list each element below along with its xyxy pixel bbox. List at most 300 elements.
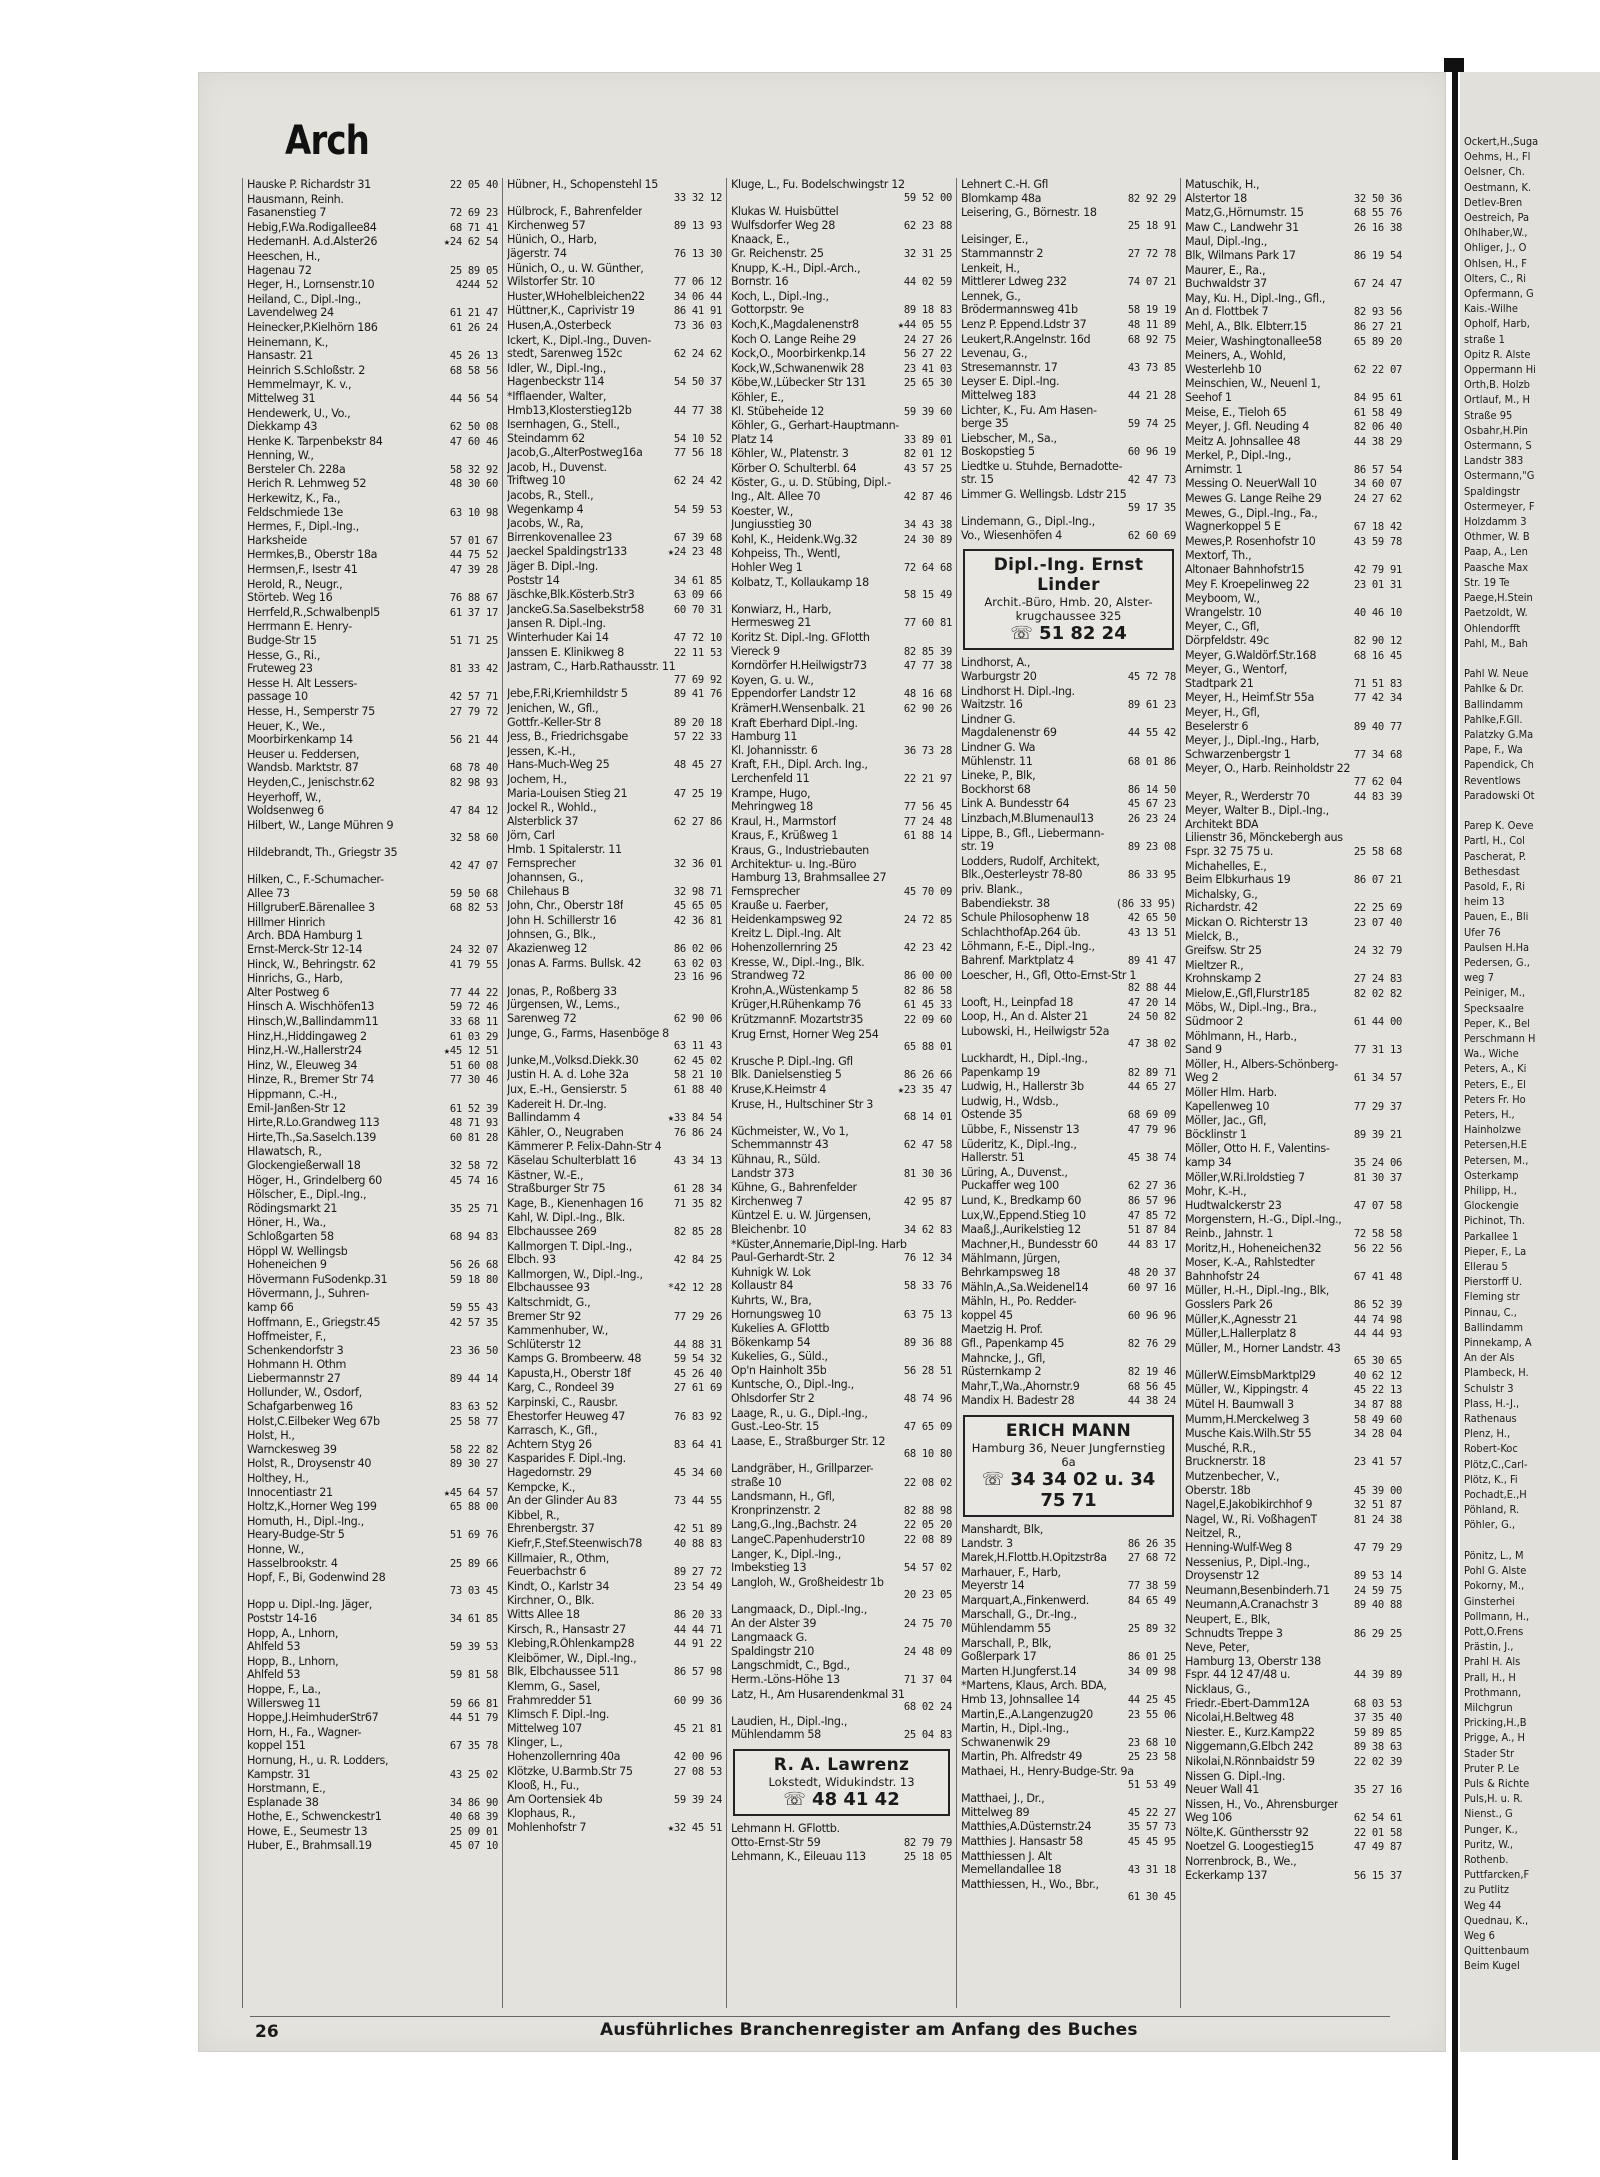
directory-entry: [961, 855, 1180, 869]
directory-entry: [731, 1617, 956, 1632]
directory-entry: [247, 1358, 502, 1372]
directory-entry: [247, 477, 502, 492]
entry-name: Hermkes,B., Oberstr 18a: [247, 548, 378, 562]
entry-name: Kirchenweg 7: [731, 1194, 803, 1208]
directory-entry: [507, 716, 726, 731]
entry-name: Landsmann, H., Gfl,: [731, 1490, 835, 1504]
directory-entry: [507, 432, 726, 447]
directory-entry: [507, 758, 726, 773]
entry-name: Kraft, F.H., Dipl. Arch. Ing.,: [731, 758, 868, 772]
directory-entry: [1185, 1015, 1406, 1030]
entry-phone: 32 50 36: [1353, 192, 1402, 205]
directory-entry: [1185, 420, 1406, 435]
entry-name: Hinze, R., Bremer Str 74: [247, 1073, 374, 1087]
entry-name: Blomkamp 48a: [961, 191, 1042, 205]
directory-entry: [961, 1038, 1180, 1052]
adjacent-page-line: Pollmann, H.,: [1464, 1609, 1530, 1623]
directory-entry: [961, 515, 1180, 529]
entry-name: Puckaffer weg 100: [961, 1179, 1059, 1193]
directory-entry: [1185, 563, 1406, 578]
directory-entry: [731, 433, 956, 448]
directory-entry: [731, 518, 956, 533]
entry-phone: 58 21 10: [673, 1069, 722, 1082]
directory-entry: [507, 702, 726, 716]
directory-entry: [507, 1608, 726, 1623]
directory-entry: [961, 178, 1180, 192]
adjacent-page-line: Petersen, M.,: [1464, 1153, 1529, 1167]
directory-entry: [247, 1400, 502, 1415]
entry-name: Woldsenweg 6: [247, 804, 324, 818]
adjacent-page-line: Parkallee 1: [1464, 1229, 1519, 1243]
directory-entry: [247, 1159, 502, 1174]
directory-entry: [961, 1650, 1180, 1665]
entry-name: Klötzke, U.Barmb.Str 75: [507, 1764, 633, 1778]
adjacent-page-line: Plötz, K., Fi: [1464, 1472, 1518, 1486]
adjacent-page-line: Puritz, W.,: [1464, 1837, 1514, 1851]
directory-entry: [247, 1301, 502, 1316]
adjacent-page-line: Pöhland, R.: [1464, 1503, 1520, 1517]
entry-phone: 27 72 78: [1127, 247, 1176, 260]
directory-entry: [247, 901, 502, 916]
entry-name: Killmaier, R., Othm,: [507, 1551, 609, 1565]
entry-name: Glockengießerwall 18: [247, 1158, 361, 1172]
entry-name: Viereck 9: [731, 644, 780, 658]
entry-phone: 42 87 46: [903, 491, 952, 504]
directory-entry: [731, 1055, 956, 1069]
directory-entry: [961, 954, 1180, 969]
directory-entry: [961, 192, 1180, 207]
entry-name: Karpinski, C., Rausbr.: [507, 1396, 618, 1410]
directory-entry: [507, 730, 726, 745]
entry-name: Krohnskamp 2: [1185, 972, 1262, 986]
directory-entry: [1185, 1413, 1406, 1428]
directory-entry: [961, 1365, 1180, 1380]
directory-entry: [1185, 1770, 1406, 1784]
directory-entry: [247, 1415, 502, 1430]
entry-name: Stadtpark 21: [1185, 676, 1254, 690]
directory-entry: [507, 1736, 726, 1750]
directory-entry: [731, 984, 956, 999]
adjacent-page-line: Spaldingstr: [1464, 484, 1521, 498]
entry-name: Hagedornstr. 29: [507, 1466, 592, 1480]
entry-phone: 63 02 03: [673, 957, 722, 970]
directory-entry: [507, 1111, 726, 1126]
adjacent-page-line: Wa., Wiche: [1464, 1047, 1519, 1061]
entry-phone: 23 54 49: [673, 1580, 722, 1593]
page-number: 26: [255, 2022, 279, 2042]
entry-phone: 56 28 51: [903, 1364, 952, 1377]
entry-name: Kronprinzenstr. 2: [731, 1503, 821, 1517]
entry-phone: 82 88 98: [903, 1504, 952, 1517]
entry-name: Waitzstr. 16: [961, 698, 1023, 712]
directory-entry: [1185, 1826, 1406, 1841]
directory-entry: [247, 1174, 502, 1189]
entry-phone: 73 36 03: [673, 319, 722, 332]
directory-entry: [731, 1028, 956, 1042]
entry-name: Willersweg 11: [247, 1696, 321, 1710]
adjacent-page-line: Pöhler, G.,: [1464, 1518, 1516, 1532]
directory-entry: [247, 1344, 502, 1359]
directory-entry: [961, 982, 1180, 996]
directory-entry: [507, 290, 726, 305]
directory-entry: [507, 787, 726, 802]
entry-phone: 61 37 17: [449, 606, 498, 619]
entry-name: LangeC.Papenhuderstr10: [731, 1533, 865, 1546]
directory-entry: [731, 205, 956, 219]
entry-phone: 59 17 35: [1127, 501, 1176, 514]
entry-name: Janssen E. Klinikweg 8: [507, 645, 624, 659]
directory-entry: [961, 502, 1180, 516]
entry-phone: 48 11 89: [1127, 318, 1176, 331]
entry-name: Meyer, G., Wentorf,: [1185, 663, 1288, 677]
directory-entry: [1185, 492, 1406, 507]
entry-name: Boskopstieg 5: [961, 445, 1035, 459]
entry-phone: 40 46 10: [1353, 606, 1402, 619]
entry-name: Machner,H., Bundesstr 60: [961, 1237, 1098, 1251]
entry-name: Hornung, H., u. R. Lodders,: [247, 1753, 389, 1767]
entry-name: Feuerbachstr 6: [507, 1565, 587, 1579]
directory-entry: [1185, 1556, 1406, 1570]
entry-phone: 47 84 12: [449, 805, 498, 818]
entry-phone: 25 18 91: [1127, 219, 1176, 232]
directory-entry: [247, 1245, 502, 1259]
entry-phone: 59 54 32: [673, 1353, 722, 1366]
entry-phone: 68 94 83: [449, 1230, 498, 1243]
directory-entry: [247, 620, 502, 634]
adjacent-page-line: Paap, A., Len: [1464, 545, 1528, 559]
entry-name: Seehof 1: [1185, 390, 1232, 404]
entry-phone: 77 42 34: [1353, 692, 1402, 705]
directory-entry: [731, 1336, 956, 1351]
entry-phone: 59 39 24: [673, 1793, 722, 1806]
directory-entry: [731, 1068, 956, 1083]
directory-entry: [731, 1548, 956, 1562]
directory-entry: [1185, 305, 1406, 320]
entry-name: Kock,O., Moorbirkenkp.14: [731, 347, 866, 361]
directory-entry: [1185, 178, 1406, 192]
directory-entry: [507, 1821, 726, 1836]
directory-entry: [961, 1223, 1180, 1238]
directory-entry: [1185, 264, 1406, 278]
entry-name: Landstr 373: [731, 1166, 795, 1180]
entry-name: Lenkeit, H.,: [961, 261, 1020, 275]
entry-name: Papenkamp 19: [961, 1065, 1040, 1079]
entry-phone: 44 74 98: [1353, 1313, 1402, 1326]
entry-phone: 58 33 76: [903, 1280, 952, 1293]
entry-phone: 45 65 05: [673, 900, 722, 913]
directory-entry: [507, 1126, 726, 1141]
entry-name: Ahlfeld 53: [247, 1668, 301, 1682]
directory-entry: [961, 1806, 1180, 1821]
entry-name: Schlüterstr 12: [507, 1337, 582, 1351]
directory-entry: [1185, 277, 1406, 292]
entry-name: Mewes G. Lange Reihe 29: [1185, 492, 1322, 506]
entry-name: Nölte,K. Günthersstr 92: [1185, 1825, 1309, 1839]
entry-phone: 22 11 53: [673, 646, 722, 659]
directory-entry: [961, 1665, 1180, 1680]
entry-name: Schwarzenbergstr 1: [1185, 747, 1291, 761]
directory-entry: [247, 206, 502, 221]
directory-entry: [731, 631, 956, 645]
entry-phone: 77 38 59: [1127, 1580, 1176, 1593]
entry-phone: 34 28 04: [1353, 1428, 1402, 1441]
directory-entry: [507, 801, 726, 815]
adjacent-page-line: Opholf, Harb,: [1464, 317, 1530, 331]
entry-name: Messing O. NeuerWall 10: [1185, 477, 1317, 491]
entry-phone: 22 21 97: [903, 772, 952, 785]
directory-entry: [1185, 221, 1406, 236]
directory-entry: [247, 733, 502, 748]
adjacent-page-line: [1460, 1533, 1600, 1548]
adjacent-page-line: Oestmann, K.: [1464, 180, 1532, 194]
directory-entry: [1185, 1855, 1406, 1869]
directory-entry: [507, 1424, 726, 1438]
entry-phone: 62 27 86: [673, 815, 722, 828]
directory-entry: [507, 1481, 726, 1495]
entry-phone: 45 26 40: [673, 1367, 722, 1380]
entry-name: Kohpeiss, Th., Wentl,: [731, 547, 841, 561]
entry-name: Kamps G. Brombeerw. 48: [507, 1352, 642, 1366]
entry-phone: 59 39 53: [449, 1641, 498, 1654]
entry-name: Hirte,R.Lo.Grandweg 113: [247, 1116, 380, 1130]
directory-entry: [731, 1504, 956, 1519]
directory-entry: [961, 1352, 1180, 1366]
directory-entry: [731, 800, 956, 815]
entry-name: Laage, R., u. G., Dipl.-Ing.,: [731, 1406, 868, 1420]
adjacent-page-line: Parep K. Oeve: [1464, 819, 1534, 833]
entry-name: Lenz P. Eppend.Ldstr 37: [961, 317, 1087, 331]
entry-name: Imbekstieg 13: [731, 1561, 807, 1575]
directory-entry: [731, 885, 956, 900]
directory-entry: [247, 1612, 502, 1627]
entry-name: *Ifflaender, Walter,: [507, 389, 607, 403]
adjacent-page-line: Pricking,H.,B: [1464, 1716, 1527, 1730]
entry-name: Kammenhuber, W.,: [507, 1324, 608, 1338]
entry-name: Möller, Jac., Gfl,: [1185, 1114, 1267, 1128]
directory-entry: [731, 462, 956, 477]
entry-name: Kruse, H., Hultschiner Str 3: [731, 1097, 874, 1111]
directory-entry: [731, 1836, 956, 1851]
entry-phone: 22 09 60: [903, 1014, 952, 1027]
entry-name: Möller, H., Albers-Schönberg-: [1185, 1057, 1339, 1071]
entry-name: Rüsternkamp 2: [961, 1365, 1042, 1379]
entry-name: Neupert, E., Blk,: [1185, 1612, 1271, 1626]
entry-name: Koch,K.,Magdalenenstr8: [731, 317, 859, 331]
adjacent-page-fragment: [1460, 72, 1600, 2052]
entry-name: Liedtke u. Stuhde, Bernadotte-: [961, 459, 1123, 473]
entry-name: Langmaack G.: [731, 1631, 808, 1645]
entry-name: Hallerstr. 51: [961, 1151, 1025, 1165]
entry-name: Holst, R., Droysenstr 40: [247, 1457, 372, 1471]
entry-name: koppel 45: [961, 1308, 1013, 1322]
entry-name: Heyerhoff, W.,: [247, 790, 322, 804]
directory-entry: [507, 1779, 726, 1793]
directory-entry: [247, 846, 502, 860]
entry-name: Mehringweg 18: [731, 800, 813, 814]
directory-entry: [731, 476, 956, 490]
directory-entry: [1185, 776, 1406, 790]
directory-entry: [507, 1027, 726, 1041]
entry-name: Jessen, K.-H.,: [507, 744, 576, 758]
directory-entry: [1185, 818, 1406, 832]
adjacent-page-line: Pruter P. Le: [1464, 1761, 1520, 1775]
entry-phone: 84 65 49: [1127, 1594, 1176, 1607]
adjacent-page-line: Pieper, F., La: [1464, 1244, 1527, 1258]
directory-entry: [507, 985, 726, 999]
entry-name: May, Ku. H., Dipl.-Ing., Gfl.,: [1185, 291, 1326, 305]
entry-name: Kl. Johannisstr. 6: [731, 743, 818, 757]
directory-entry: [961, 275, 1180, 290]
adjacent-page-line: Weg 44: [1464, 1898, 1502, 1912]
entry-name: Kuhnigk W. Lok: [731, 1265, 811, 1279]
directory-entry: [507, 687, 726, 702]
entry-name: Maria-Louisen Stieg 21: [507, 786, 628, 800]
entry-phone: 62 27 36: [1127, 1180, 1176, 1193]
entry-name: Hippmann, C.-H.,: [247, 1088, 337, 1101]
entry-name: Marschall, P., Blk,: [961, 1636, 1052, 1650]
entry-name: Kaltschmidt, G.,: [507, 1295, 591, 1309]
directory-entry: [961, 1765, 1180, 1779]
directory-entry: [507, 1240, 726, 1254]
entry-name: Mohr, K.-H.,: [1185, 1185, 1247, 1199]
directory-entry: [507, 1140, 726, 1154]
entry-name: Jonas A. Farms. Bullsk. 42: [507, 956, 642, 970]
adjacent-page-line: Bethesdast: [1464, 864, 1520, 878]
entry-name: Ludwig, H., Hallerstr 3b: [961, 1080, 1084, 1094]
entry-name: Höner, H., Wa.,: [247, 1216, 326, 1230]
entry-name: Lodders, Rudolf, Architekt,: [961, 854, 1100, 868]
entry-name: Matthaei, J., Dr.,: [961, 1792, 1045, 1806]
entry-phone: (86 33 95): [1115, 897, 1176, 910]
directory-entry: [961, 656, 1180, 670]
entry-name: Lineke, P., Blk,: [961, 769, 1036, 783]
entry-name: Herold, R., Neugr.,: [247, 577, 343, 591]
directory-entry: [507, 1281, 726, 1296]
entry-name: Jacobs, R., Stell.,: [507, 489, 594, 503]
directory-entry: [507, 815, 726, 830]
directory-entry: [507, 1040, 726, 1054]
entry-phone: 58 19 19: [1127, 304, 1176, 317]
directory-entry: [1185, 1242, 1406, 1257]
entry-name: Mählmann, Jürgen,: [961, 1252, 1061, 1266]
entry-phone: 68 78 40: [449, 762, 498, 775]
entry-name: Nissen G. Dipl.-Ing.: [1185, 1769, 1286, 1783]
entry-phone: 34 62 83: [903, 1223, 952, 1236]
entry-phone: 67 24 47: [1353, 278, 1402, 291]
directory-entry: [961, 1323, 1180, 1337]
entry-phone: 22 01 58: [1353, 1826, 1402, 1839]
directory-entry: [731, 318, 956, 333]
directory-entry: [1185, 449, 1406, 463]
directory-entry: [507, 1054, 726, 1069]
entry-phone: 89 13 93: [673, 219, 722, 232]
entry-name: Niggemann,G.Elbch 242: [1185, 1740, 1314, 1754]
directory-entry: [507, 957, 726, 972]
entry-name: Schemmannstr 43: [731, 1138, 829, 1152]
entry-name: Gfl., Papenkamp 45: [961, 1336, 1065, 1350]
entry-name: Lindemann, G., Dipl.-Ing.,: [961, 515, 1095, 529]
directory-entry: [961, 303, 1180, 318]
directory-entry: [961, 404, 1180, 418]
entry-name: Heinemann, K.,: [247, 335, 328, 349]
adjacent-page-line: An der Als: [1464, 1351, 1515, 1365]
entry-phone: 59 50 68: [449, 887, 498, 900]
adjacent-page-line: Petersen,H.E: [1464, 1138, 1528, 1152]
entry-phone: 47 60 46: [449, 435, 498, 448]
entry-phone: 82 86 58: [903, 984, 952, 997]
adjacent-page-line: Opfermann, G: [1464, 287, 1534, 301]
entry-phone: 22 05 40: [449, 179, 498, 191]
entry-phone: 77 56 45: [903, 801, 952, 814]
directory-entry: [507, 1452, 726, 1466]
entry-name: Kempcke, K.,: [507, 1480, 576, 1494]
directory-entry: [1185, 804, 1406, 818]
entry-phone: ★45 64 57: [443, 1486, 498, 1499]
entry-name: Hövermann FuSodenkp.31: [247, 1272, 388, 1286]
directory-entry: [961, 741, 1180, 755]
entry-name: Nagel, W., Ri. VoßhagenT: [1185, 1512, 1317, 1526]
entry-name: John H. Schillerstr 16: [507, 913, 617, 927]
ad-title: ERICH MANN: [1005, 1420, 1132, 1441]
adjacent-page-line: weg 7: [1464, 971, 1494, 985]
directory-entry: [961, 783, 1180, 798]
entry-phone: 33 32 12: [673, 191, 722, 204]
entry-phone: 61 88 40: [673, 1084, 722, 1096]
entry-name: Hornungsweg 10: [731, 1307, 821, 1321]
entry-name: Linzbach,M.Blumenaul13: [961, 811, 1094, 825]
directory-entry: [731, 674, 956, 688]
directory-entry: [247, 449, 502, 463]
entry-name: Neumann,Besenbinderh.71: [1185, 1583, 1330, 1597]
entry-name: str. 19: [961, 840, 994, 854]
entry-name: Mähln, H., Po. Redder-: [961, 1295, 1077, 1309]
directory-entry: [1185, 1498, 1406, 1513]
directory-entry: [1185, 620, 1406, 634]
directory-entry: [1185, 377, 1406, 391]
entry-name: Marten H.Jungferst.14: [961, 1664, 1077, 1678]
entry-phone: 47 79 29: [1353, 1542, 1402, 1554]
entry-phone: 47 38 02: [1127, 1038, 1176, 1051]
directory-entry: [1185, 1783, 1406, 1798]
directory-entry: [731, 1013, 956, 1028]
adjacent-page-line: Plenz, H.,: [1464, 1427, 1511, 1441]
directory-entry: [731, 1167, 956, 1182]
entry-name: Mickan O. Richterstr 13: [1185, 915, 1308, 929]
entry-name: Bleichenbr. 10: [731, 1222, 807, 1236]
entry-phone: 45 72 78: [1127, 671, 1176, 684]
entry-name: Martin, Ph. Alfredstr 49: [961, 1750, 1082, 1764]
directory-entry: [961, 1166, 1180, 1180]
directory-entry: [247, 534, 502, 549]
entry-name: Mittelweg 183: [961, 388, 1037, 402]
directory-entry: [507, 1268, 726, 1282]
adjacent-page-line: Glockengie: [1464, 1199, 1519, 1213]
entry-phone: 61 45 33: [903, 999, 952, 1012]
directory-entry: [1185, 1284, 1406, 1298]
entry-phone: 48 16 68: [903, 688, 952, 701]
entry-phone: 23 01 31: [1353, 578, 1402, 591]
entry-name: Winterhuder Kai 14: [507, 631, 609, 644]
entry-name: Innocentiastr 21: [247, 1485, 333, 1499]
entry-name: Fernsprecher: [507, 856, 576, 870]
entry-name: Johannsen, G.,: [507, 871, 584, 885]
entry-phone: 82 79 79: [903, 1836, 952, 1849]
directory-entry: [1185, 477, 1406, 492]
directory-entry: [247, 278, 502, 293]
adjacent-page-line: Peters, H.,: [1464, 1108, 1515, 1121]
entry-name: Hebig,F.Wa.Rodigallee84: [247, 220, 377, 234]
entry-name: Laase, E., Straßburger Str. 12: [731, 1434, 886, 1448]
